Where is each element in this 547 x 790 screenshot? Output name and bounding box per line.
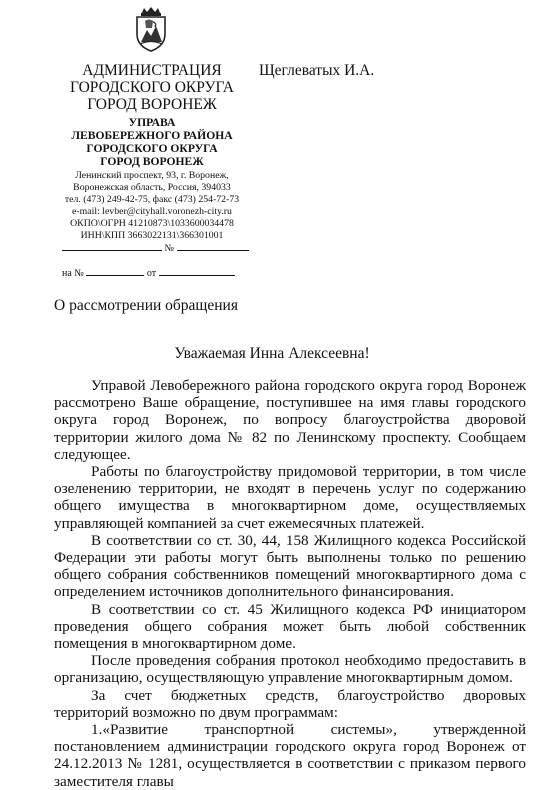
office-line: ГОРОД ВОРОНЕЖ xyxy=(100,155,204,168)
address-line: ИНН\КПП 3663022131\366301001 xyxy=(80,230,224,242)
admin-line: ГОРОДСКОГО ОКРУГА xyxy=(70,79,234,96)
body-paragraph: Управой Левобережного района городского округа город Воронеж рассмотрено Ваше обращение, поступившее на имя главы городского округа город Воронеж, по вопросу благоустройства дворовой территории жилого дома № 82 по Ленинскому проспекту. Сообщаем следующее. xyxy=(54,377,526,463)
salutation: Уважаемая Инна Алексеевна! xyxy=(174,345,370,362)
admin-line: ГОРОД ВОРОНЕЖ xyxy=(87,96,217,113)
number-blank xyxy=(177,240,249,251)
address-line: ОКПО\ОГРН 41210873\1033600034478 xyxy=(70,218,234,230)
body-paragraph: Работы по благоустройству придомовой территории, в том числе озеленению территории, не входят в перечень услуг по содержанию общего имущества в многоквартирном доме, осуществляемых управляющей компанией за счет ежемесячных платежей. xyxy=(54,463,526,532)
on-number-label: на № xyxy=(62,268,84,279)
admin-line: АДМИНИСТРАЦИЯ xyxy=(82,62,222,79)
ref-date-blank xyxy=(159,265,235,276)
incoming-reference-line xyxy=(62,265,235,280)
from-label: от xyxy=(146,268,157,279)
coat-of-arms-emblem xyxy=(133,6,169,52)
number-sign: № xyxy=(164,243,175,254)
letter-subject: О рассмотрении обращения xyxy=(54,297,238,314)
office-line: ГОРОДСКОГО ОКРУГА xyxy=(86,142,218,155)
address-block xyxy=(54,170,250,243)
recipient-name: Щеглеватых И.А. xyxy=(259,62,375,79)
administration-title xyxy=(54,62,250,113)
ref-number-blank xyxy=(86,265,144,276)
letter-body xyxy=(54,377,526,790)
outgoing-registration-line xyxy=(62,240,249,255)
address-line: тел. (473) 249-42-75, факс (473) 254-72-73 xyxy=(64,194,240,206)
body-paragraph: 1.«Развитие транспортной системы», утвержденной постановлением администрации городского округа город Воронеж от 24.12.2013 № 1281, осуществляется в соответствии с приказом первого заместителя главы xyxy=(54,721,526,790)
body-paragraph: После проведения собрания протокол необходимо предоставить в организацию, осуществляющую управление многоквартирным домом. xyxy=(54,652,526,687)
body-paragraph: За счет бюджетных средств, благоустройство дворовых территорий возможно по двум программам: xyxy=(54,686,526,721)
district-office-title xyxy=(54,116,250,168)
body-paragraph: В соответствии со ст. 45 Жилищного кодекса РФ инициатором проведения общего собрания может быть любой собственник помещения в многоквартирном доме. xyxy=(54,600,526,653)
address-line: e-mail: levber@cityhall.voronezh-city.ru xyxy=(72,206,232,218)
office-line: УПРАВА xyxy=(128,116,176,129)
address-line: Ленинский проспект, 93, г. Воронеж, xyxy=(75,170,229,181)
address-line: Воронежская область, Россия, 394033 xyxy=(73,182,231,194)
office-line: ЛЕВОБЕРЕЖНОГО РАЙОНА xyxy=(71,129,233,142)
date-blank xyxy=(62,240,162,251)
body-paragraph: В соответствии со ст. 30, 44, 158 Жилищного кодекса Российской Федерации эти работы могут быть выполнены только по решению общего собрания собственников помещений многоквартирного дома с определением источников дополнительного финансирования. xyxy=(54,531,526,601)
